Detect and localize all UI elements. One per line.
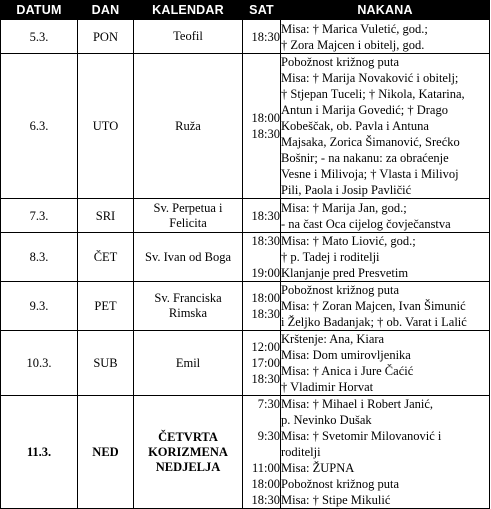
- day-cell: SUB: [78, 331, 134, 396]
- intention-cell: Pobožnost križnog puta Misa: † Marija Novaković i obitelj; † Stjepan Tuceli; † Nikola, Katarina, Antun i Marija Govedić; † Drago Kobeščak, ob. Pavla i Antuna Majsaka, Zorica Šimanović, Srećko Bošnir; - na nakanu: za obraćenje Vesne i Milivoja; † Vlasta i Milivoj Pili, Paola i Josip Pavličić: [281, 54, 490, 199]
- times-cell: 18:00 18:30: [243, 54, 281, 199]
- times-cell: 12:00 17:00 18:30: [243, 331, 281, 396]
- table-row: [1, 20, 490, 54]
- calendar-cell: ČETVRTA KORIZMENA NEDJELJA: [134, 396, 243, 509]
- date-cell: 6.3.: [1, 54, 78, 199]
- day-cell: UTO: [78, 54, 134, 199]
- calendar-cell: Teofil: [134, 20, 243, 54]
- table-row: [1, 396, 490, 509]
- date-cell: 5.3.: [1, 20, 78, 54]
- calendar-cell: Sv. Ivan od Boga: [134, 233, 243, 282]
- intention-cell: Misa: † Marija Jan, god.; - na čast Oca cijelog čovječanstva: [281, 199, 490, 233]
- header-datum: DATUM: [1, 1, 78, 20]
- intention-cell: Misa: † Mihael i Robert Janić, p. Nevinko Dušak Misa: † Svetomir Milovanović i roditelji Misa: ŽUPNA Pobožnost križnog puta Misa: † Stipe Mikulić: [281, 396, 490, 509]
- calendar-cell: Ruža: [134, 54, 243, 199]
- day-cell: NED: [78, 396, 134, 509]
- calendar-cell: Emil: [134, 331, 243, 396]
- day-cell: PON: [78, 20, 134, 54]
- times-cell: 18:30 19:00: [243, 233, 281, 282]
- intention-cell: Misa: † Marica Vuletić, god.; † Zora Majcen i obitelj, god.: [281, 20, 490, 54]
- date-cell: 9.3.: [1, 282, 78, 331]
- date-cell: 11.3.: [1, 396, 78, 509]
- day-cell: ČET: [78, 233, 134, 282]
- date-cell: 7.3.: [1, 199, 78, 233]
- intention-cell: Krštenje: Ana, Kiara Misa: Dom umirovljenika Misa: † Anica i Jure Čaćić † Vladimir Horvat: [281, 331, 490, 396]
- table-row: [1, 54, 490, 199]
- calendar-cell: Sv. Perpetua i Felicita: [134, 199, 243, 233]
- table-row: [1, 233, 490, 282]
- header-sat: SAT: [243, 1, 281, 20]
- intention-cell: Misa: † Mato Liović, god.; † p. Tadej i roditelji Klanjanje pred Presvetim: [281, 233, 490, 282]
- header-kalendar: KALENDAR: [134, 1, 243, 20]
- times-cell: 18:30: [243, 20, 281, 54]
- intention-cell: Pobožnost križnog puta Misa: † Zoran Majcen, Ivan Šimunić i Željko Badanjak; † ob. Varat i Lalić: [281, 282, 490, 331]
- table-row: [1, 282, 490, 331]
- header-nakana: NAKANA: [281, 1, 490, 20]
- header-row: [1, 1, 490, 20]
- table-row: [1, 199, 490, 233]
- times-cell: 18:30: [243, 199, 281, 233]
- header-dan: DAN: [78, 1, 134, 20]
- times-cell: 18:00 18:30: [243, 282, 281, 331]
- day-cell: PET: [78, 282, 134, 331]
- date-cell: 10.3.: [1, 331, 78, 396]
- day-cell: SRI: [78, 199, 134, 233]
- times-cell: 7:30 9:30 11:00 18:00 18:30: [243, 396, 281, 509]
- calendar-cell: Sv. Franciska Rimska: [134, 282, 243, 331]
- table-row: [1, 331, 490, 396]
- date-cell: 8.3.: [1, 233, 78, 282]
